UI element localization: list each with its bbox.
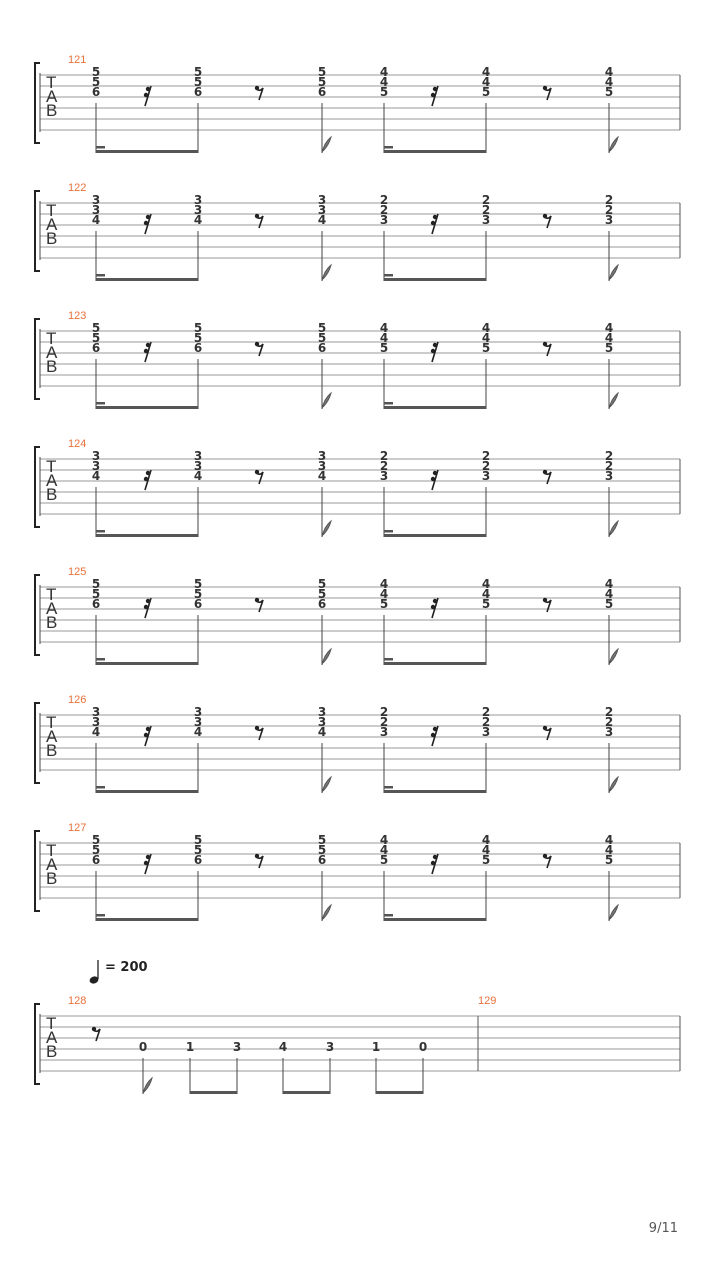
measure-number: 123 bbox=[68, 310, 87, 322]
fret-number: 3 bbox=[193, 715, 203, 729]
system-bracket bbox=[35, 575, 40, 655]
measure-number: 124 bbox=[68, 438, 87, 450]
note-beam bbox=[96, 278, 198, 281]
note-flag bbox=[609, 777, 618, 793]
tab-label-letter: B bbox=[46, 1042, 58, 1061]
fret-number: 6 bbox=[91, 853, 101, 867]
fret-number: 1 bbox=[185, 1040, 195, 1054]
rest-dot bbox=[433, 727, 437, 731]
tab-label-letter: T bbox=[46, 329, 57, 348]
rest-dot bbox=[146, 727, 150, 731]
tab-label-letter: T bbox=[46, 73, 57, 92]
fret-number: 3 bbox=[481, 469, 491, 483]
fret-number: 4 bbox=[379, 587, 389, 601]
note-beam-partial bbox=[384, 402, 393, 405]
system-bracket bbox=[35, 703, 40, 783]
fret-number: 4 bbox=[91, 725, 101, 739]
tab-system bbox=[35, 182, 680, 281]
rest-dot bbox=[433, 343, 437, 347]
fret-number: 5 bbox=[193, 587, 203, 601]
fret-number: 6 bbox=[317, 597, 327, 611]
note-beam bbox=[384, 790, 486, 793]
fret-number: 3 bbox=[193, 193, 203, 207]
note-flag bbox=[609, 265, 618, 281]
fret-number: 2 bbox=[379, 449, 389, 463]
rest-dot bbox=[543, 214, 547, 218]
fret-number: 5 bbox=[91, 331, 101, 345]
fret-number: 5 bbox=[193, 321, 203, 335]
fret-number: 4 bbox=[604, 65, 614, 79]
fret-number: 3 bbox=[481, 213, 491, 227]
fret-number: 5 bbox=[317, 843, 327, 857]
fret-number: 3 bbox=[232, 1040, 242, 1054]
note-beam bbox=[96, 790, 198, 793]
fret-number: 4 bbox=[379, 577, 389, 591]
note-beam-partial bbox=[384, 914, 393, 917]
fret-number: 5 bbox=[481, 85, 491, 99]
tab-label-letter: A bbox=[46, 1028, 58, 1047]
rest-dot bbox=[431, 733, 435, 737]
fret-number: 3 bbox=[91, 203, 101, 217]
tab-label-letter: T bbox=[46, 713, 57, 732]
fret-number: 3 bbox=[481, 725, 491, 739]
fret-number: 5 bbox=[379, 85, 389, 99]
fret-number: 5 bbox=[317, 75, 327, 89]
fret-number: 5 bbox=[317, 577, 327, 591]
note-beam-partial bbox=[384, 530, 393, 533]
tab-label-letter: B bbox=[46, 869, 58, 888]
rest-dot bbox=[431, 93, 435, 97]
fret-number: 2 bbox=[604, 459, 614, 473]
rest-dot bbox=[433, 215, 437, 219]
rest-dot bbox=[431, 221, 435, 225]
fret-number: 4 bbox=[481, 65, 491, 79]
note-beam-partial bbox=[384, 786, 393, 789]
fret-number: 2 bbox=[379, 705, 389, 719]
fret-number: 3 bbox=[604, 725, 614, 739]
fret-number: 5 bbox=[317, 833, 327, 847]
note-flag bbox=[322, 393, 331, 409]
fret-number: 6 bbox=[317, 85, 327, 99]
fret-number: 3 bbox=[317, 203, 327, 217]
fret-number: 6 bbox=[91, 597, 101, 611]
fret-number: 4 bbox=[193, 213, 203, 227]
fret-number: 5 bbox=[604, 853, 614, 867]
rest-dot bbox=[146, 343, 150, 347]
note-beam bbox=[384, 534, 486, 537]
measure-number: 122 bbox=[68, 182, 87, 194]
rest-dot bbox=[144, 733, 148, 737]
note-beam bbox=[96, 150, 198, 153]
fret-number: 2 bbox=[604, 705, 614, 719]
fret-number: 2 bbox=[481, 705, 491, 719]
fret-number: 4 bbox=[604, 587, 614, 601]
note-beam bbox=[384, 278, 486, 281]
fret-number: 5 bbox=[481, 597, 491, 611]
tab-system bbox=[35, 694, 680, 793]
rest-dot bbox=[146, 87, 150, 91]
note-beam-partial bbox=[384, 658, 393, 661]
fret-number: 2 bbox=[379, 459, 389, 473]
note-beam-partial bbox=[96, 530, 105, 533]
note-beam bbox=[96, 918, 198, 921]
tab-label-letter: A bbox=[46, 599, 58, 618]
tab-label-letter: A bbox=[46, 215, 58, 234]
fret-number: 4 bbox=[91, 469, 101, 483]
fret-number: 6 bbox=[317, 341, 327, 355]
fret-number: 5 bbox=[379, 853, 389, 867]
rest-dot bbox=[146, 599, 150, 603]
note-flag bbox=[322, 521, 331, 537]
fret-number: 4 bbox=[481, 577, 491, 591]
fret-number: 5 bbox=[481, 341, 491, 355]
fret-number: 5 bbox=[193, 65, 203, 79]
note-flag bbox=[609, 521, 618, 537]
tab-label-letter: T bbox=[46, 1014, 57, 1033]
fret-number: 4 bbox=[481, 331, 491, 345]
note-beam-partial bbox=[384, 146, 393, 149]
fret-number: 3 bbox=[193, 449, 203, 463]
tab-system bbox=[35, 566, 680, 665]
fret-number: 0 bbox=[138, 1040, 148, 1054]
fret-number: 4 bbox=[278, 1040, 288, 1054]
note-beam bbox=[384, 662, 486, 665]
tab-label-letter: T bbox=[46, 201, 57, 220]
fret-number: 5 bbox=[317, 587, 327, 601]
fret-number: 5 bbox=[91, 577, 101, 591]
rest-dot bbox=[543, 854, 547, 858]
tempo-value: = 200 bbox=[105, 960, 148, 975]
fret-number: 2 bbox=[481, 203, 491, 217]
tab-label-letter: T bbox=[46, 841, 57, 860]
note-beam-partial bbox=[96, 274, 105, 277]
fret-number: 3 bbox=[379, 725, 389, 739]
fret-number: 5 bbox=[91, 843, 101, 857]
fret-number: 5 bbox=[481, 853, 491, 867]
tab-system bbox=[35, 310, 680, 409]
note-beam bbox=[376, 1091, 423, 1094]
fret-number: 3 bbox=[317, 449, 327, 463]
fret-number: 5 bbox=[91, 587, 101, 601]
fret-number: 3 bbox=[379, 213, 389, 227]
fret-number: 4 bbox=[481, 833, 491, 847]
tab-label-letter: B bbox=[46, 485, 58, 504]
fret-number: 4 bbox=[379, 331, 389, 345]
rest-dot bbox=[431, 349, 435, 353]
fret-number: 4 bbox=[379, 321, 389, 335]
fret-number: 5 bbox=[604, 597, 614, 611]
note-flag bbox=[609, 393, 618, 409]
note-beam bbox=[384, 918, 486, 921]
tab-label-letter: T bbox=[46, 457, 57, 476]
rest-dot bbox=[144, 477, 148, 481]
fret-number: 3 bbox=[379, 469, 389, 483]
fret-number: 5 bbox=[317, 331, 327, 345]
rest-dot bbox=[433, 87, 437, 91]
note-flag bbox=[322, 137, 331, 153]
fret-number: 4 bbox=[379, 833, 389, 847]
fret-number: 2 bbox=[604, 449, 614, 463]
fret-number: 5 bbox=[317, 65, 327, 79]
fret-number: 5 bbox=[379, 341, 389, 355]
fret-number: 6 bbox=[193, 341, 203, 355]
rest-dot bbox=[431, 605, 435, 609]
fret-number: 4 bbox=[379, 843, 389, 857]
measure-number: 128 bbox=[68, 995, 87, 1007]
fret-number: 4 bbox=[604, 331, 614, 345]
measure-number: 121 bbox=[68, 54, 87, 66]
fret-number: 6 bbox=[193, 853, 203, 867]
tab-label-letter: A bbox=[46, 471, 58, 490]
fret-number: 2 bbox=[481, 459, 491, 473]
fret-number: 5 bbox=[193, 843, 203, 857]
fret-number: 4 bbox=[604, 577, 614, 591]
tab-system bbox=[35, 54, 680, 153]
rest-dot bbox=[543, 86, 547, 90]
fret-number: 2 bbox=[604, 193, 614, 207]
tab-system-final bbox=[35, 995, 680, 1094]
note-beam bbox=[384, 406, 486, 409]
tempo-marking bbox=[89, 960, 148, 985]
tab-label-letter: B bbox=[46, 613, 58, 632]
fret-number: 4 bbox=[604, 833, 614, 847]
fret-number: 2 bbox=[481, 449, 491, 463]
fret-number: 4 bbox=[193, 725, 203, 739]
fret-number: 5 bbox=[379, 597, 389, 611]
rest-dot bbox=[144, 221, 148, 225]
note-flag bbox=[609, 137, 618, 153]
fret-number: 6 bbox=[91, 85, 101, 99]
rest-dot bbox=[433, 599, 437, 603]
tab-label-letter: B bbox=[46, 741, 58, 760]
rest-dot bbox=[144, 349, 148, 353]
fret-number: 5 bbox=[91, 833, 101, 847]
rest-dot bbox=[146, 855, 150, 859]
rest-dot bbox=[255, 470, 259, 474]
fret-number: 4 bbox=[481, 587, 491, 601]
note-beam-partial bbox=[384, 274, 393, 277]
note-flag bbox=[609, 649, 618, 665]
rest-dot bbox=[255, 342, 259, 346]
measure-number: 127 bbox=[68, 822, 87, 834]
fret-number: 5 bbox=[91, 75, 101, 89]
rest-dot bbox=[255, 86, 259, 90]
fret-number: 4 bbox=[379, 65, 389, 79]
fret-number: 3 bbox=[604, 213, 614, 227]
rest-dot bbox=[146, 215, 150, 219]
fret-number: 2 bbox=[379, 715, 389, 729]
fret-number: 1 bbox=[371, 1040, 381, 1054]
rest-dot bbox=[255, 598, 259, 602]
tab-system bbox=[35, 822, 680, 921]
rest-dot bbox=[431, 477, 435, 481]
rest-dot bbox=[433, 855, 437, 859]
fret-number: 4 bbox=[379, 75, 389, 89]
measure-number: 125 bbox=[68, 566, 87, 578]
note-beam-partial bbox=[96, 146, 105, 149]
fret-number: 3 bbox=[604, 469, 614, 483]
fret-number: 5 bbox=[604, 341, 614, 355]
fret-number: 3 bbox=[325, 1040, 335, 1054]
fret-number: 3 bbox=[193, 705, 203, 719]
fret-number: 4 bbox=[317, 725, 327, 739]
fret-number: 2 bbox=[379, 203, 389, 217]
tab-label-letter: A bbox=[46, 855, 58, 874]
fret-number: 2 bbox=[481, 193, 491, 207]
note-flag bbox=[609, 905, 618, 921]
note-flag bbox=[322, 265, 331, 281]
note-beam-partial bbox=[96, 658, 105, 661]
note-beam bbox=[96, 406, 198, 409]
rest-dot bbox=[543, 726, 547, 730]
fret-number: 2 bbox=[604, 203, 614, 217]
tab-label-letter: A bbox=[46, 87, 58, 106]
system-bracket bbox=[35, 831, 40, 911]
tab-label-letter: B bbox=[46, 101, 58, 120]
note-flag bbox=[322, 777, 331, 793]
note-beam bbox=[384, 150, 486, 153]
fret-number: 3 bbox=[317, 459, 327, 473]
page-number: 9/11 bbox=[648, 1221, 678, 1236]
fret-number: 3 bbox=[91, 705, 101, 719]
fret-number: 3 bbox=[317, 715, 327, 729]
note-flag bbox=[322, 905, 331, 921]
rest-dot bbox=[92, 1027, 96, 1031]
fret-number: 2 bbox=[481, 715, 491, 729]
fret-number: 5 bbox=[193, 833, 203, 847]
rest-dot bbox=[144, 93, 148, 97]
rest-dot bbox=[255, 854, 259, 858]
fret-number: 5 bbox=[91, 65, 101, 79]
note-flag bbox=[143, 1078, 152, 1094]
fret-number: 3 bbox=[193, 203, 203, 217]
fret-number: 5 bbox=[91, 321, 101, 335]
measure-number: 126 bbox=[68, 694, 87, 706]
note-beam bbox=[283, 1091, 330, 1094]
rest-dot bbox=[255, 726, 259, 730]
fret-number: 6 bbox=[91, 341, 101, 355]
fret-number: 3 bbox=[91, 449, 101, 463]
note-beam-partial bbox=[96, 402, 105, 405]
note-beam-partial bbox=[96, 786, 105, 789]
rest-dot bbox=[144, 605, 148, 609]
fret-number: 4 bbox=[317, 469, 327, 483]
fret-number: 5 bbox=[193, 577, 203, 591]
note-beam bbox=[190, 1091, 237, 1094]
rest-dot bbox=[543, 342, 547, 346]
note-beam-partial bbox=[96, 914, 105, 917]
tab-label-letter: A bbox=[46, 727, 58, 746]
system-bracket bbox=[35, 447, 40, 527]
fret-number: 2 bbox=[604, 715, 614, 729]
fret-number: 4 bbox=[604, 321, 614, 335]
measure-number: 129 bbox=[478, 995, 497, 1007]
tab-label-letter: T bbox=[46, 585, 57, 604]
tab-label-letter: B bbox=[46, 357, 58, 376]
rest-dot bbox=[433, 471, 437, 475]
fret-number: 2 bbox=[379, 193, 389, 207]
tab-system bbox=[35, 438, 680, 537]
note-beam bbox=[96, 534, 198, 537]
fret-number: 3 bbox=[317, 193, 327, 207]
fret-number: 4 bbox=[481, 75, 491, 89]
fret-number: 4 bbox=[604, 843, 614, 857]
fret-number: 3 bbox=[193, 459, 203, 473]
system-bracket bbox=[35, 1004, 40, 1084]
system-bracket bbox=[35, 191, 40, 271]
rest-dot bbox=[255, 214, 259, 218]
fret-number: 5 bbox=[193, 331, 203, 345]
fret-number: 0 bbox=[418, 1040, 428, 1054]
tab-label-letter: B bbox=[46, 229, 58, 248]
rest-dot bbox=[144, 861, 148, 865]
rest-dot bbox=[431, 861, 435, 865]
fret-number: 4 bbox=[317, 213, 327, 227]
rest-dot bbox=[146, 471, 150, 475]
fret-number: 6 bbox=[193, 597, 203, 611]
fret-number: 4 bbox=[481, 843, 491, 857]
fret-number: 3 bbox=[91, 715, 101, 729]
fret-number: 5 bbox=[604, 85, 614, 99]
fret-number: 4 bbox=[91, 213, 101, 227]
rest-dot bbox=[543, 470, 547, 474]
fret-number: 5 bbox=[193, 75, 203, 89]
fret-number: 4 bbox=[193, 469, 203, 483]
rest-dot bbox=[543, 598, 547, 602]
fret-number: 6 bbox=[193, 85, 203, 99]
fret-number: 3 bbox=[91, 459, 101, 473]
fret-number: 5 bbox=[317, 321, 327, 335]
fret-number: 3 bbox=[317, 705, 327, 719]
fret-number: 3 bbox=[91, 193, 101, 207]
note-flag bbox=[322, 649, 331, 665]
fret-number: 4 bbox=[604, 75, 614, 89]
fret-number: 6 bbox=[317, 853, 327, 867]
system-bracket bbox=[35, 63, 40, 143]
system-bracket bbox=[35, 319, 40, 399]
tab-label-letter: A bbox=[46, 343, 58, 362]
fret-number: 4 bbox=[481, 321, 491, 335]
note-beam bbox=[96, 662, 198, 665]
